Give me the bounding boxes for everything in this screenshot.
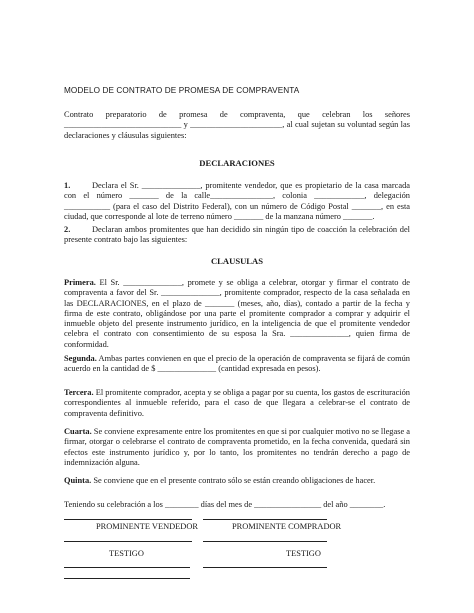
signature-label-comprador: PROMINENTE COMPRADOR (232, 522, 342, 531)
signature-line-comprador-top (203, 519, 327, 520)
clause-segunda-text: Ambas partes convienen en que el precio de la operación de compraventa se fijará de común acuerdo en la cantidad de $ ______________ (cantidad expresada en pesos). (64, 354, 410, 374)
signature-line-testigo-right (203, 567, 327, 568)
clause-primera-text: El Sr. ______________, promete y se obliga a celebrar, otorgar y firmar el contrato de compraventa a favor del Sr. ______________, promitente comprador, respecto de la casa señalada en las DECLARACIONES, en el plazo de _______ (meses, año, días), contado a partir de la fecha y firma de este contrato, obligándose por una parte el promitente comprador a comprar y adquirir el inmueble objeto del presente instrumento jurídico, en la inteligencia de que el promitente vendedor celebra el contrato con consentimiento de su esposa la Sra. ______________, quien firma de conformidad. (64, 278, 410, 349)
declaration-1 (64, 181, 410, 222)
signature-label-testigo-right: TESTIGO (286, 549, 321, 558)
clause-tercera-text: El promitente comprador, acepta y se obliga a pagar por su cuenta, los gastos de escrituración correspondientes al inmueble referido, para el caso de que llegara a celebrar-se el contrato de compraventa definitivo. (64, 388, 410, 418)
declaraciones-heading: DECLARACIONES (199, 158, 275, 168)
clause-cuarta-text: Se conviene expresamente entre los promitentes en que si por cualquier motivo no se llegase a firmar, otorgar o celebrarse el contrato de compraventa prometido, en la fecha convenida, quedará sin efectos este instrumento jurídico y, por lo tanto, los promitentes no tendrán derecho a pago de indemnización alguna. (64, 427, 410, 467)
declaration-2 (64, 225, 410, 246)
declaration-2-text: Declaran ambos promitentes que han decidido sin ningún tipo de coacción la celebración del presente contrato bajo las siguientes: (64, 225, 410, 245)
clause-tercera-label: Tercera. (64, 388, 94, 397)
clause-tercera (64, 388, 410, 419)
signature-line-testigo-left-top (64, 567, 190, 568)
signature-line-vendedor-top (64, 519, 192, 520)
clause-segunda (64, 354, 410, 375)
signature-label-vendedor: PROMINENTE VENDEDOR (96, 522, 198, 531)
clause-cuarta (64, 427, 410, 468)
declaration-2-number: 2. (64, 225, 71, 234)
clause-quinta-label: Quinta. (64, 476, 92, 485)
signature-line-vendedor (64, 541, 192, 542)
signature-line-testigo-left (64, 578, 190, 579)
closing-statement: Teniendo su celebración a los ________ días del mes de ________________ del año ________. (64, 500, 386, 509)
clause-primera (64, 278, 410, 350)
clausulas-heading: CLAUSULAS (210, 256, 264, 266)
signature-line-comprador (203, 541, 327, 542)
clause-segunda-label: Segunda. (64, 354, 97, 363)
clause-primera-label: Primera. (64, 278, 96, 287)
clause-cuarta-label: Cuarta. (64, 427, 92, 436)
declaration-1-text: Declara el Sr. ______________, promitente vendedor, que es propietario de la casa marcada con el número _______ de la calle_______________, colonia ____________, delegación ___________ (para el caso del Distrito Federal), con un número de Código Postal _______, en esta ciudad, que corresponde al lote de terreno número _______ de la manzana número _______. (64, 181, 410, 221)
clause-quinta (64, 476, 410, 486)
document-title: MODELO DE CONTRATO DE PROMESA DE COMPRAVENTA (64, 86, 300, 95)
signature-label-testigo-left: TESTIGO (109, 549, 144, 558)
clause-quinta-text: Se conviene que en el presente contrato sólo se están creando obligaciones de hacer. (91, 476, 376, 485)
declaration-1-number: 1. (64, 181, 71, 190)
intro-paragraph: Contrato preparatorio de promesa de compraventa, que celebran los señores ____________________________ y ______________________, al cual sujetan su voluntad según las declaraciones y cláusulas siguientes: (64, 110, 410, 140)
